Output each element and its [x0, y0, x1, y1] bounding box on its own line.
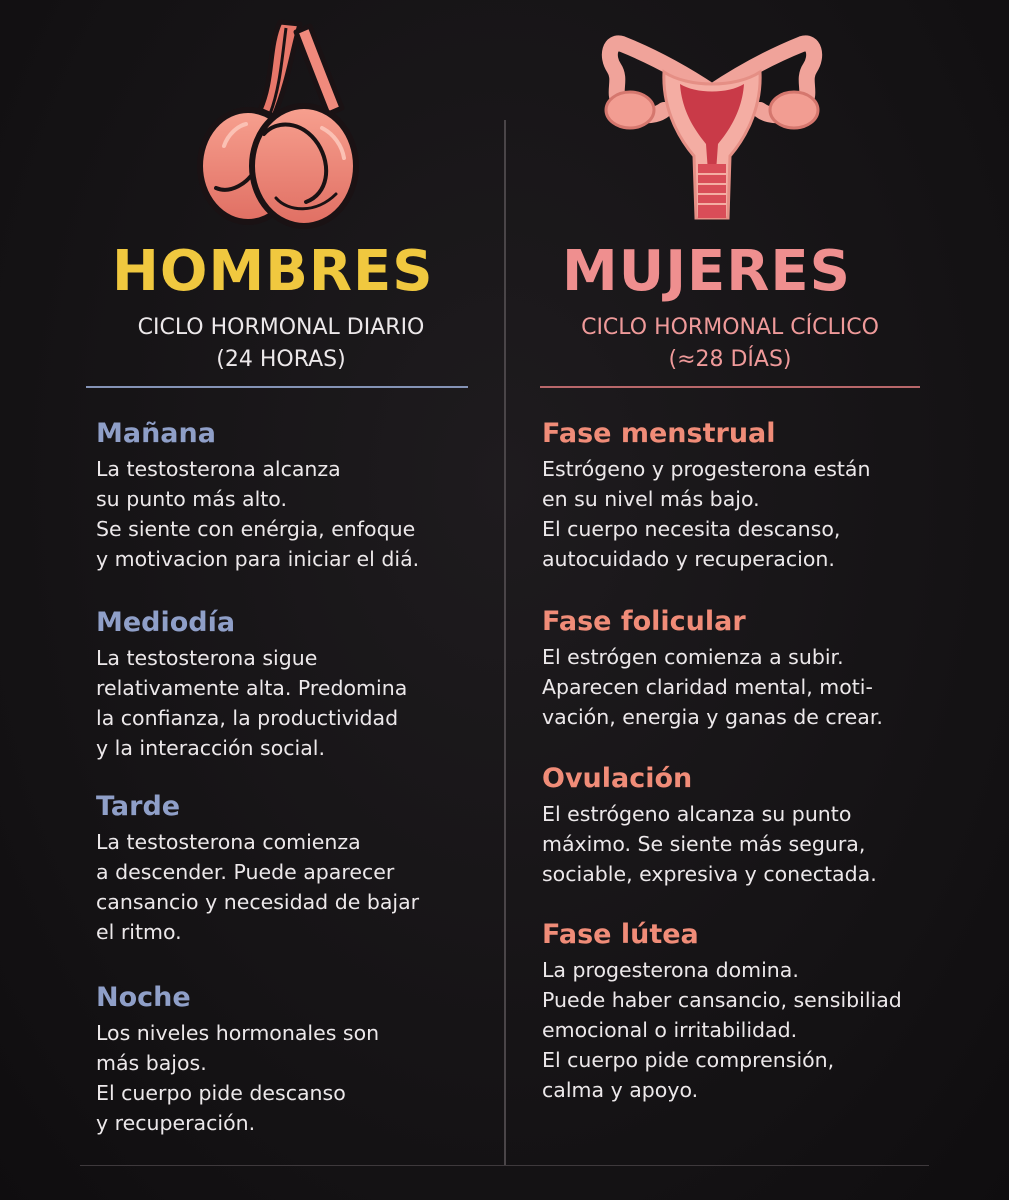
body-line: Aparecen claridad mental, moti- [542, 675, 873, 699]
body-line: La testosterona alcanza [96, 457, 341, 481]
body-line: cansancio y necesidad de bajar [96, 890, 420, 914]
body-line: La testosterona sigue [96, 646, 318, 670]
body-line: La progesterona domina. [542, 958, 799, 982]
body-line: la confianza, la productividad [96, 706, 399, 730]
women-section-ovulation [542, 761, 960, 889]
body-line: en su nivel más bajo. [542, 487, 760, 511]
women-header-rule [540, 386, 920, 388]
section-title: Mañana [96, 418, 216, 449]
body-line: El cuerpo pide comprensión, [542, 1048, 835, 1072]
men-section-night [96, 980, 476, 1138]
body-line: Se siente con enérgia, enfoque [96, 517, 416, 541]
section-body [542, 955, 960, 1105]
section-title: Fase folicular [542, 606, 746, 637]
women-section-menstrual [542, 416, 960, 574]
body-line: La testosterona comienza [96, 830, 361, 854]
section-title: Fase lútea [542, 919, 699, 950]
body-line: El estrógeno alcanza su punto [542, 802, 852, 826]
column-divider [504, 120, 506, 1165]
men-section-morning [96, 416, 476, 574]
body-line: El cuerpo necesita descanso, [542, 517, 841, 541]
body-line: El estrógen comienza a subir. [542, 645, 844, 669]
body-line: y recuperación. [96, 1111, 256, 1135]
body-line: El cuerpo pide descanso [96, 1081, 346, 1105]
section-title: Ovulación [542, 763, 693, 794]
body-line: emocional o irritabilidad. [542, 1018, 798, 1042]
body-line: Estrógeno y progesterona están [542, 457, 871, 481]
section-body [542, 799, 960, 889]
body-line: y motivacion para iniciar el diá. [96, 547, 420, 571]
women-subtitle-line1: CICLO HORMONAL CÍCLICO [581, 315, 879, 340]
bottom-rule [80, 1165, 929, 1166]
men-title: HOMBRES [112, 239, 434, 304]
section-body [96, 643, 476, 763]
section-body [542, 454, 960, 574]
men-section-midday [96, 605, 476, 763]
men-subtitle-line2: (24 HORAS) [216, 347, 346, 372]
body-line: autocuidado y recuperacion. [542, 547, 835, 571]
women-subtitle-line2: (≈28 DÍAS) [668, 347, 792, 372]
section-title: Tarde [96, 791, 181, 822]
body-line: Los niveles hormonales son [96, 1021, 380, 1045]
section-body [96, 454, 476, 574]
body-line: relativamente alta. Predomina [96, 676, 408, 700]
body-line: sociable, expresiva y conectada. [542, 862, 877, 886]
body-line: calma y apoyo. [542, 1078, 699, 1102]
body-line: vación, energia y ganas de crear. [542, 705, 883, 729]
men-header-rule [86, 386, 468, 388]
section-body [542, 642, 960, 732]
body-line: máximo. Se siente más segura, [542, 832, 866, 856]
section-body [96, 827, 476, 947]
section-title: Fase menstrual [542, 418, 776, 449]
women-subtitle [540, 312, 920, 376]
men-subtitle-line1: CICLO HORMONAL DIARIO [137, 315, 425, 340]
body-line: más bajos. [96, 1051, 207, 1075]
section-title: Mediodía [96, 607, 236, 638]
women-section-luteal [542, 917, 960, 1105]
body-line: a descender. Puede aparecer [96, 860, 395, 884]
men-subtitle [86, 312, 476, 376]
women-title: MUJERES [562, 239, 851, 304]
testes-icon [196, 18, 366, 233]
section-body [96, 1018, 476, 1138]
section-title: Noche [96, 982, 191, 1013]
men-section-afternoon [96, 789, 476, 947]
body-line: su punto más alto. [96, 487, 288, 511]
body-line: el ritmo. [96, 920, 182, 944]
body-line: y la interacción social. [96, 736, 326, 760]
women-section-follicular [542, 604, 960, 732]
uterus-icon [592, 22, 832, 222]
body-line: Puede haber cansancio, sensibiliad [542, 988, 902, 1012]
